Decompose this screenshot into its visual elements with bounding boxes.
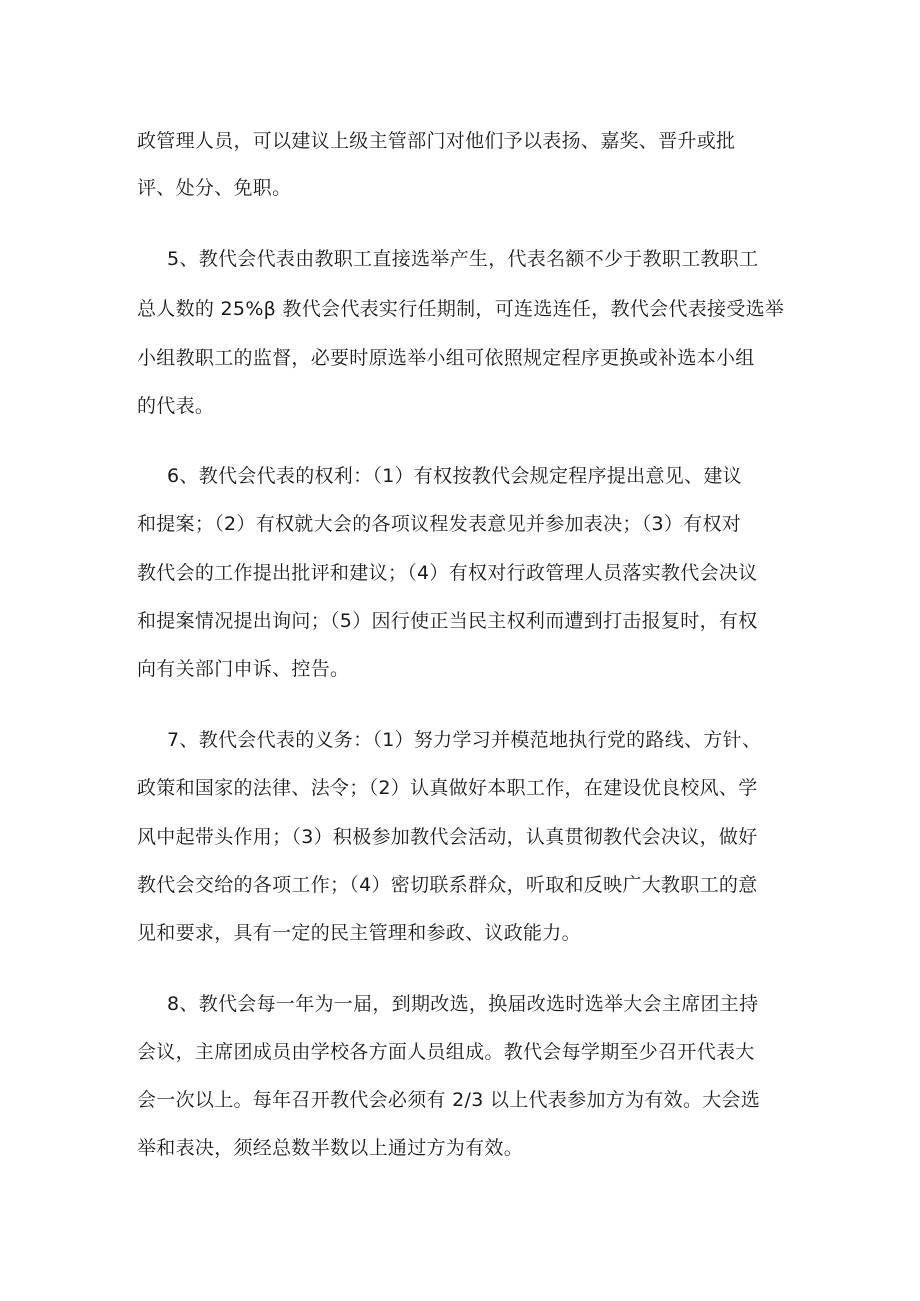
paragraph-line: 小组教职工的监督，必要时原选举小组可依照规定程序更换或补选本小组 [137,347,755,369]
paragraph-line: 举和表决，须经总数半数以上通过方为有效。 [137,1137,524,1159]
paragraph-line: 向有关部门申诉、控告。 [137,658,350,680]
paragraph-line: 教代会的工作提出批评和建议；（4）有权对行政管理人员落实教代会决议 [137,562,758,584]
paragraph-line: 总人数的 25%β 教代会代表实行任期制，可连选连任，教代会代表接受选举 [137,298,785,320]
paragraph-line: 的代表。 [137,395,215,417]
paragraph-line: 评、处分、免职。 [137,177,292,199]
paragraph-line: 7、教代会代表的义务：（1）努力学习并模范地执行党的路线、方针、 [167,729,762,751]
paragraph-line: 会议，主席团成员由学校各方面人员组成。教代会每学期至少召开代表大 [137,1041,755,1063]
paragraph-line: 8、教代会每一年为一届，到期改选，换届改选时选举大会主席团主持 [167,993,759,1015]
paragraph-line: 教代会交给的各项工作；（4）密切联系群众，听取和反映广大教职工的意 [137,874,758,896]
paragraph-line: 政管理人员，可以建议上级主管部门对他们予以表扬、嘉奖、晋升或批 [137,130,736,152]
paragraph-line: 6、教代会代表的权利：（1）有权按教代会规定程序提出意见、建议 [167,465,742,487]
paragraph-line: 见和要求，具有一定的民主管理和参政、议政能力。 [137,922,581,944]
paragraph-line: 风中起带头作用；（3）积极参加教代会活动，认真贯彻教代会决议，做好 [137,826,758,848]
paragraph-line: 和提案情况提出询问；（5）因行使正当民主权利而遭到打击报复时，有权 [137,610,758,632]
paragraph-line: 5、教代会代表由教职工直接选举产生，代表名额不少于教职工教职工 [167,248,759,270]
paragraph-line: 会一次以上。每年召开教代会必须有 2/3 以上代表参加方为有效。大会选 [137,1089,761,1111]
paragraph-line: 政策和国家的法律、法令；（2）认真做好本职工作，在建设优良校风、学 [137,777,758,799]
paragraph-line: 和提案；（2）有权就大会的各项议程发表意见并参加表决；（3）有权对 [137,513,742,535]
